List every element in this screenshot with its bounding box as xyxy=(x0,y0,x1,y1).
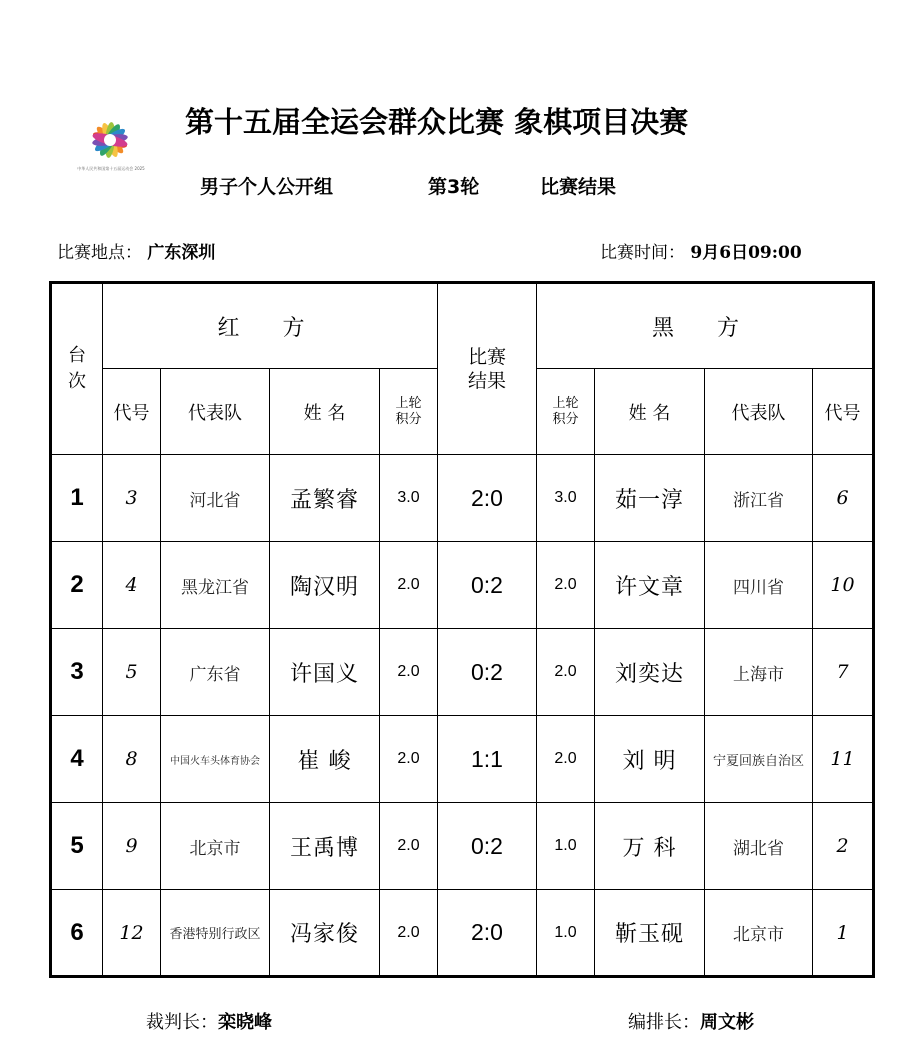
board-number: 1 xyxy=(51,455,103,542)
black-prev-score: 1.0 xyxy=(537,803,595,890)
red-side-header: 红 方 xyxy=(103,283,438,369)
round-label: 第3轮 xyxy=(428,176,480,198)
board-number: 5 xyxy=(51,803,103,890)
table-row xyxy=(51,716,874,803)
red-prev-score-header: 上轮积分 xyxy=(380,369,438,455)
board-number: 4 xyxy=(51,716,103,803)
table-row xyxy=(51,629,874,716)
red-team: 北京市 xyxy=(161,803,270,890)
table-row xyxy=(51,803,874,890)
group-name: 男子个人公开组 xyxy=(200,176,334,198)
black-prev-score: 2.0 xyxy=(537,716,595,803)
logo-caption: 中华人民共和国第十五届运动会 2025 xyxy=(77,166,145,171)
black-side-header: 黑 方 xyxy=(537,283,874,369)
black-prev-score-header: 上轮积分 xyxy=(537,369,595,455)
red-code: 5 xyxy=(103,629,161,716)
table-row xyxy=(51,455,874,542)
black-prev-score: 1.0 xyxy=(537,890,595,977)
match-result: 0:2 xyxy=(438,803,537,890)
black-player: 万 科 xyxy=(595,803,705,890)
red-team: 河北省 xyxy=(161,455,270,542)
black-player: 刘奕达 xyxy=(595,629,705,716)
black-code: 6 xyxy=(813,455,874,542)
red-team: 黑龙江省 xyxy=(161,542,270,629)
black-name-header: 姓 名 xyxy=(595,369,705,455)
black-code: 1 xyxy=(813,890,874,977)
result-header: 比赛结果 xyxy=(438,283,537,455)
black-team: 宁夏回族自治区 xyxy=(705,716,813,803)
red-team-header: 代表队 xyxy=(161,369,270,455)
red-code: 4 xyxy=(103,542,161,629)
time-value: 9月6日09:00 xyxy=(690,243,802,263)
red-player: 陶汉明 xyxy=(270,542,380,629)
red-prev-score: 2.0 xyxy=(380,629,438,716)
red-code-header: 代号 xyxy=(103,369,161,455)
chief-referee-name: 栾晓峰 xyxy=(218,1012,272,1033)
board-header: 台次 xyxy=(51,283,103,455)
red-prev-score: 3.0 xyxy=(380,455,438,542)
black-code: 11 xyxy=(813,716,874,803)
black-player: 许文章 xyxy=(595,542,705,629)
red-player: 孟繁睿 xyxy=(270,455,380,542)
pairing-name: 周文彬 xyxy=(700,1012,754,1033)
red-prev-score: 2.0 xyxy=(380,542,438,629)
red-player: 冯家俊 xyxy=(270,890,380,977)
red-team: 广东省 xyxy=(161,629,270,716)
venue-value: 广东深圳 xyxy=(147,243,216,263)
page-title: 第十五届全运会群众比赛 象棋项目决赛 xyxy=(185,105,689,139)
red-player: 许国义 xyxy=(270,629,380,716)
red-prev-score: 2.0 xyxy=(380,890,438,977)
pairing-label: 编排长： xyxy=(628,1012,700,1033)
doc-type: 比赛结果 xyxy=(540,176,617,198)
board-number: 2 xyxy=(51,542,103,629)
red-team: 中国火车头体育协会 xyxy=(161,716,270,803)
red-prev-score: 2.0 xyxy=(380,716,438,803)
red-code: 9 xyxy=(103,803,161,890)
black-prev-score: 2.0 xyxy=(537,629,595,716)
black-player: 刘 明 xyxy=(595,716,705,803)
black-team: 北京市 xyxy=(705,890,813,977)
black-prev-score: 2.0 xyxy=(537,542,595,629)
board-number: 3 xyxy=(51,629,103,716)
black-code: 2 xyxy=(813,803,874,890)
match-result: 1:1 xyxy=(438,716,537,803)
time-label: 比赛时间： xyxy=(600,243,685,263)
black-team: 浙江省 xyxy=(705,455,813,542)
match-result: 0:2 xyxy=(438,542,537,629)
venue-label: 比赛地点： xyxy=(57,243,142,263)
chief-referee-label: 裁判长： xyxy=(146,1012,218,1033)
red-prev-score: 2.0 xyxy=(380,803,438,890)
board-number: 6 xyxy=(51,890,103,977)
red-code: 12 xyxy=(103,890,161,977)
black-team: 四川省 xyxy=(705,542,813,629)
red-player: 崔 峻 xyxy=(270,716,380,803)
table-row xyxy=(51,890,874,977)
match-result: 2:0 xyxy=(438,455,537,542)
black-prev-score: 3.0 xyxy=(537,455,595,542)
venue-info xyxy=(57,238,215,263)
black-team-header: 代表队 xyxy=(705,369,813,455)
match-result: 0:2 xyxy=(438,629,537,716)
black-team: 上海市 xyxy=(705,629,813,716)
chief-referee xyxy=(146,1008,272,1034)
red-code: 8 xyxy=(103,716,161,803)
pairing-officer xyxy=(628,1008,754,1034)
black-player: 靳玉砚 xyxy=(595,890,705,977)
match-result: 2:0 xyxy=(438,890,537,977)
table-row xyxy=(51,542,874,629)
black-team: 湖北省 xyxy=(705,803,813,890)
time-info xyxy=(600,238,802,263)
black-code-header: 代号 xyxy=(813,369,874,455)
red-team: 香港特别行政区 xyxy=(161,890,270,977)
black-code: 10 xyxy=(813,542,874,629)
black-player: 茹一淳 xyxy=(595,455,705,542)
red-code: 3 xyxy=(103,455,161,542)
results-table xyxy=(49,281,875,978)
black-code: 7 xyxy=(813,629,874,716)
red-name-header: 姓 名 xyxy=(270,369,380,455)
red-player: 王禹博 xyxy=(270,803,380,890)
